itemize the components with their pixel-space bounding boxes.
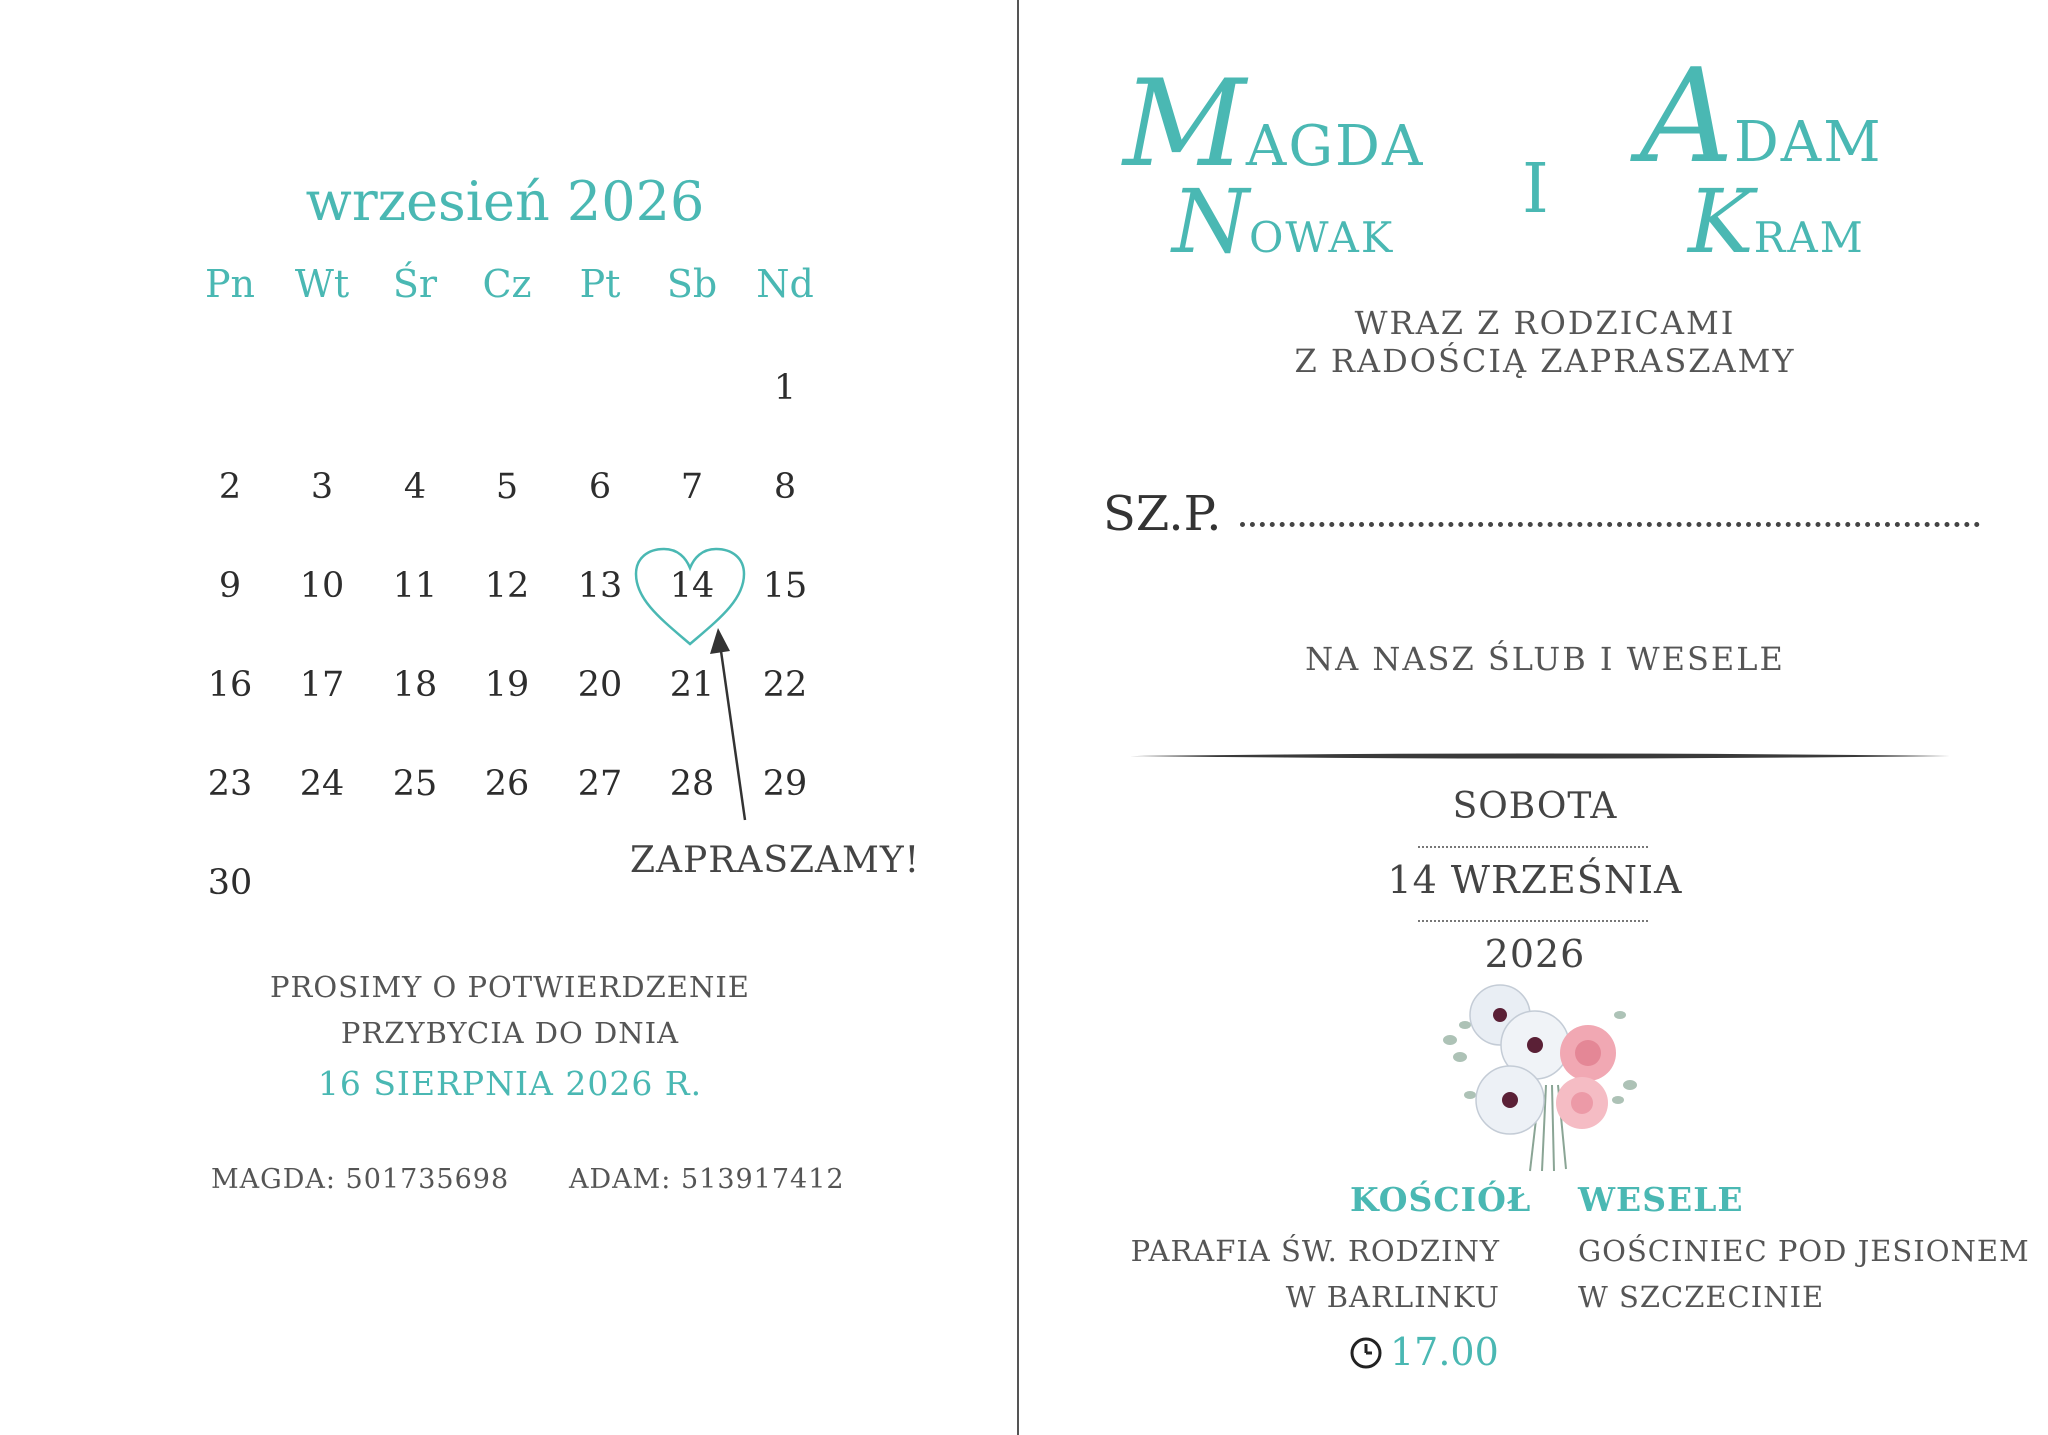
rsvp-line-2: PRZYBYCIA DO DNIA (340, 1016, 680, 1050)
event-line: NA NASZ ŚLUB I WESELE (1305, 640, 1785, 678)
bouquet-illustration (1430, 975, 1650, 1175)
bride-first-initial: M (1123, 55, 1246, 194)
arrow-icon (700, 620, 780, 830)
date-weekday: SOBOTA (1452, 786, 1618, 827)
weekday-tue: Wt (294, 262, 350, 306)
weekday-mon: Pn (204, 262, 256, 306)
calendar-day: 21 (669, 665, 715, 705)
decorative-divider (1130, 752, 1950, 760)
calendar-day: 9 (218, 566, 242, 606)
weekday-thu: Cz (482, 262, 532, 306)
calendar-day: 12 (484, 566, 530, 606)
groom-last-name (1688, 170, 1865, 273)
calendar-day: 8 (773, 467, 797, 507)
reception-line-1: GOŚCINIEC POD JESIONEM (1578, 1234, 2030, 1268)
reception-line-2: W SZCZECINIE (1578, 1280, 1825, 1314)
calendar-day: 15 (762, 566, 808, 606)
ceremony-time-text: 17.00 (1390, 1330, 1499, 1374)
church-line-1: PARAFIA ŚW. RODZINY (1130, 1234, 1500, 1268)
highlight-note: ZAPRASZAMY! (630, 840, 921, 881)
groom-first-rest: DAM (1733, 110, 1883, 175)
calendar-day: 22 (762, 665, 808, 705)
groom-first-initial: A (1640, 40, 1734, 192)
calendar-day: 26 (484, 764, 530, 804)
groom-last-rest: RAM (1753, 213, 1865, 262)
calendar-day: 16 (207, 665, 253, 705)
invitation-line-1: WRAZ Z RODZICAMI (1354, 304, 1736, 342)
calendar-day: 27 (577, 764, 623, 804)
guest-name-line (1240, 522, 1980, 527)
calendar-day: 13 (577, 566, 623, 606)
bride-last-initial: N (1172, 170, 1249, 273)
bride-last-name (1172, 170, 1394, 273)
calendar-day: 20 (577, 665, 623, 705)
ceremony-time (1348, 1330, 1499, 1374)
calendar-day: 18 (392, 665, 438, 705)
contact-magda: MAGDA: 501735698 (211, 1164, 510, 1195)
date-day-month: 14 WRZEŚNIA (1387, 858, 1683, 902)
rsvp-deadline: 16 SIERPNIA 2026 R. (317, 1064, 703, 1103)
weekday-sun: Nd (756, 262, 814, 306)
calendar-day: 2 (218, 467, 242, 507)
weekday-sat: Sb (666, 262, 718, 306)
rsvp-line-1: PROSIMY O POTWIERDZENIE (270, 970, 750, 1004)
calendar-day: 25 (392, 764, 438, 804)
guest-prefix: SZ.P. (1103, 486, 1222, 542)
reception-title: WESELE (1578, 1180, 1744, 1219)
couple-conjunction: I (1522, 150, 1549, 229)
contact-adam: ADAM: 513917412 (569, 1164, 845, 1195)
calendar-day: 24 (299, 764, 345, 804)
calendar-day: 29 (762, 764, 808, 804)
calendar-day: 19 (484, 665, 530, 705)
invitation-line-2: Z RADOŚCIĄ ZAPRASZAMY (1294, 342, 1796, 380)
calendar-day: 17 (299, 665, 345, 705)
calendar-month-title: wrzesień 2026 (305, 170, 705, 233)
calendar-day: 6 (588, 467, 612, 507)
calendar-day: 28 (669, 764, 715, 804)
bride-first-rest: AGDA (1245, 114, 1425, 179)
calendar-day: 7 (680, 467, 704, 507)
church-title: KOŚCIÓŁ (1350, 1180, 1532, 1219)
weekday-wed: Śr (392, 262, 438, 306)
calendar-day: 5 (495, 467, 519, 507)
calendar-day: 23 (207, 764, 253, 804)
calendar-day: 30 (207, 863, 253, 903)
calendar-day: 4 (403, 467, 427, 507)
date-separator (1418, 846, 1648, 848)
calendar-day: 1 (773, 368, 797, 408)
calendar-day: 3 (310, 467, 334, 507)
calendar-day-highlighted: 14 (669, 566, 715, 606)
page-divider (1017, 0, 1019, 1435)
church-line-2: W BARLINKU (1285, 1280, 1500, 1314)
date-year: 2026 (1484, 932, 1586, 976)
calendar-day: 10 (299, 566, 345, 606)
clock-icon (1348, 1335, 1384, 1371)
bride-last-rest: OWAK (1249, 213, 1395, 262)
date-separator (1418, 920, 1648, 922)
weekday-fri: Pt (579, 262, 621, 306)
groom-last-initial: K (1688, 170, 1754, 273)
calendar-day: 11 (392, 566, 438, 606)
